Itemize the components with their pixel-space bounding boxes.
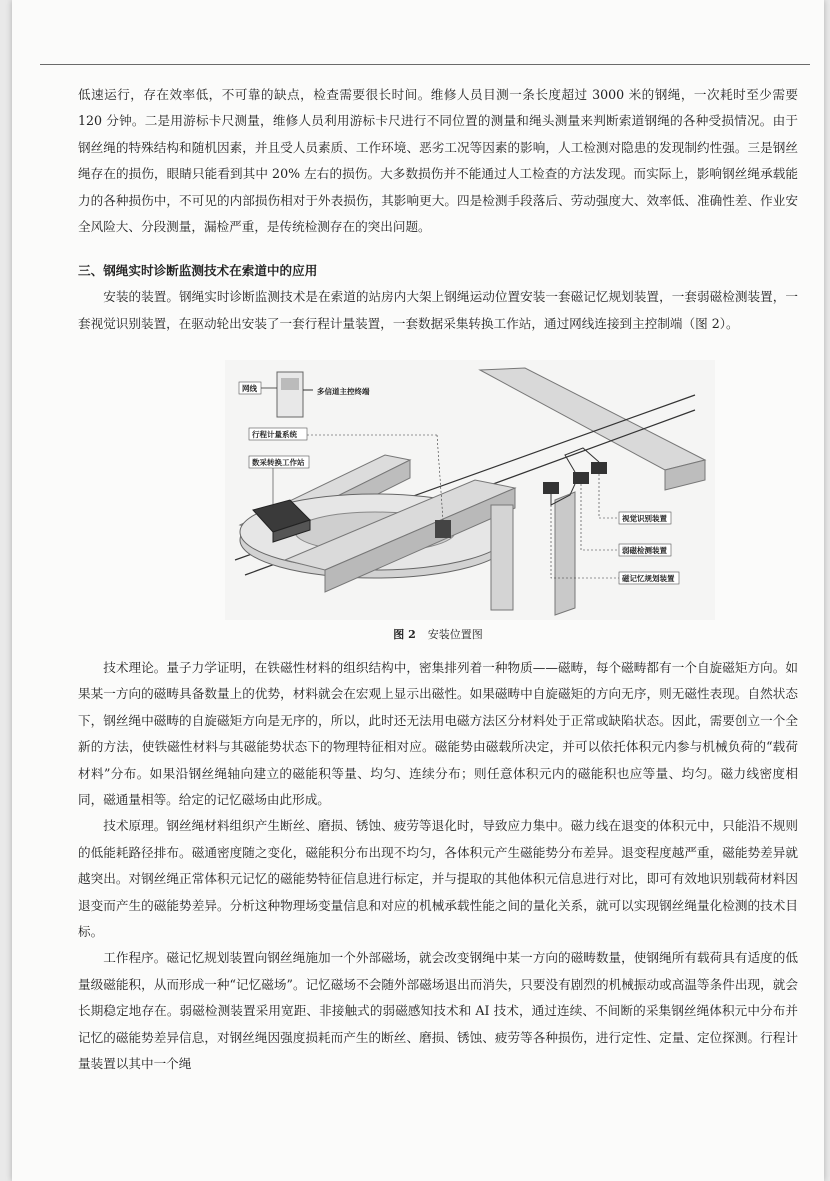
paragraph-procedure: 工作程序。磁记忆规划装置向钢丝绳施加一个外部磁场，就会改变钢绳中某一方向的磁畴数量，使钢绳所有载荷具有适度的低量级磁能积，从而形成一种“记忆磁场”。记忆磁场不会随外部磁场退出而消失，只要没有剧烈的机械振动或高温等条件出现，就会长期稳定地存在。弱磁检测装置采用宽距、非接触式的弱磁感知技术和 AI 技术，通过连续、不间断的采集钢丝绳体积元中分布并记忆的磁能势差异信息，对钢丝绳因强度损耗而产生的断丝、磨损、锈蚀、疲劳等各种损伤，进行定性、定量、定位探测。行程计量装置以其中一个绳 [78,950,798,1072]
paragraph: 低速运行，存在效率低，不可靠的缺点，检查需要很长时间。维修人员目测一条长度超过 3000 米的钢绳，一次耗时至少需要 120 分钟。二是用游标卡尺测量，维修人员利用游标卡尺进行不同位置的测量和绳头测量来判断索道钢绳的各种受损情况。由于钢丝绳的特殊结构和随机因素，并且受人员素质、工作环境、恶劣工况等因素的影响，人工检测对隐患的发现制约性强。三是钢丝绳存在的损伤，眼睛只能看到其中 20% 左右的损伤。大多数损伤并不能通过人工检查的方法发现。而实际上，影响钢丝绳承载能力的各种损伤中，不可见的内部损伤相对于外表损伤，其影响更大。四是检测手段落后、劳动强度大、效率低、准确性差、作业安全风险大、分段测量，漏检严重，是传统检测存在的突出问题。 [78,87,798,235]
odometer-device [435,520,451,538]
label-terminal: 多信道主控终端 [317,387,370,396]
label-network: 网线 [242,384,257,393]
installation-figure [225,360,715,620]
terminal-screen [281,378,299,390]
figure-caption [78,626,798,642]
paragraph-principle: 技术原理。钢丝绳材料组织产生断丝、磨损、锈蚀、疲劳等退化时，导致应力集中。磁力线在退变的体积元中，只能沿不规则的低能耗路径排布。磁通密度随之变化，磁能积分布出现不均匀，各体积元产生磁能势分布差异。退变程度越严重，磁能势差异就越突出。对钢丝绳正常体积元记忆的磁能势特征信息进行标定，并与提取的其他体积元信息进行对比，即可有效地识别载荷材料因退变而产生的磁能势差异。分析这种物理场变量信息和对应的机械承载性能之间的量化关系，就可以实现钢丝绳量化检测的技术目标。 [78,818,798,940]
weak-magnetic-device [573,472,589,484]
label-odometer: 行程计量系统 [252,430,297,439]
text-block-bottom [78,655,798,1078]
label-workstation: 数采转换工作站 [252,458,305,467]
section-3 [78,258,798,337]
right-post [555,492,575,615]
visual-recognition-device [591,462,607,474]
label-magnetic-memory: 磁记忆规划装置 [622,574,675,583]
figure-title: 安装位置图 [427,628,483,641]
support-post [491,505,513,610]
label-weak-magnetic: 弱磁检测装置 [622,546,667,555]
paragraph: 安装的装置。钢绳实时诊断监测技术是在索道的站房内大架上钢绳运动位置安装一套磁记忆规划装置，一套弱磁检测装置，一套视觉识别装置，在驱动轮出安装了一套行程计量装置，一套数据采集转换工作站，通过网线连接到主控制端（图 2）。 [78,289,798,331]
installation-diagram [225,360,715,620]
label-visual: 视觉识别装置 [622,514,667,523]
paragraph-theory: 技术理论。量子力学证明，在铁磁性材料的组织结构中，密集排列着一种物质——磁畴，每个磁畴都有一个自旋磁矩方向。如果某一方向的磁畴具备数量上的优势，材料就会在宏观上显示出磁性。如果磁畴中自旋磁矩的方向无序，则无磁性表现。自然状态下，钢丝绳中磁畴的自旋磁矩方向是无序的，所以，此时还无法用电磁方法区分材料处于正常或缺陷状态。因此，需要创立一个全新的方法，使铁磁性材料与其磁能势状态下的物理特征相对应。磁能势由磁载所决定，并可以依托体积元内参与机械负荷的“载荷材料”分布。如果沿钢丝绳轴向建立的磁能积等量、均匀、连续分布；则任意体积元内的磁能积也应等量、均匀。磁力线密度相同，磁通量相等。给定的记忆磁场由此形成。 [78,660,798,808]
text-block-top [78,82,798,240]
figure-number: 图 2 [393,628,416,641]
header-rule [40,64,810,65]
magnetic-memory-device [543,482,559,494]
section-heading: 三、钢绳实时诊断监测技术在索道中的应用 [78,263,318,278]
